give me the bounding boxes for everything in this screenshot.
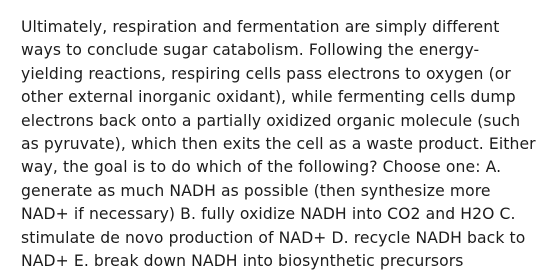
question-line: way, the goal is to do which of the following? Choose one: A. [21,158,502,177]
question-line: other external inorganic oxidant), while fermenting cells dump [21,88,516,107]
question-line: ways to conclude sugar catabolism. Following the energy- [21,41,480,60]
question-text [21,16,543,273]
question-line: electrons back onto a partially oxidized organic molecule (such [21,111,521,130]
question-line: as pyruvate), which then exits the cell as a waste product. Either [21,135,536,154]
question-line: stimulate de novo production of NAD+ D. recycle NADH back to [21,228,526,247]
question-line: NAD+ if necessary) B. fully oxidize NADH into CO2 and H2O C. [21,205,516,224]
question-line: NAD+ E. break down NADH into biosynthetic precursors [21,252,464,271]
question-line: yielding reactions, respiring cells pass electrons to oxygen (or [21,64,511,83]
question-line: Ultimately, respiration and fermentation are simply different [21,18,500,36]
question-line: generate as much NADH as possible (then synthesize more [21,181,491,200]
